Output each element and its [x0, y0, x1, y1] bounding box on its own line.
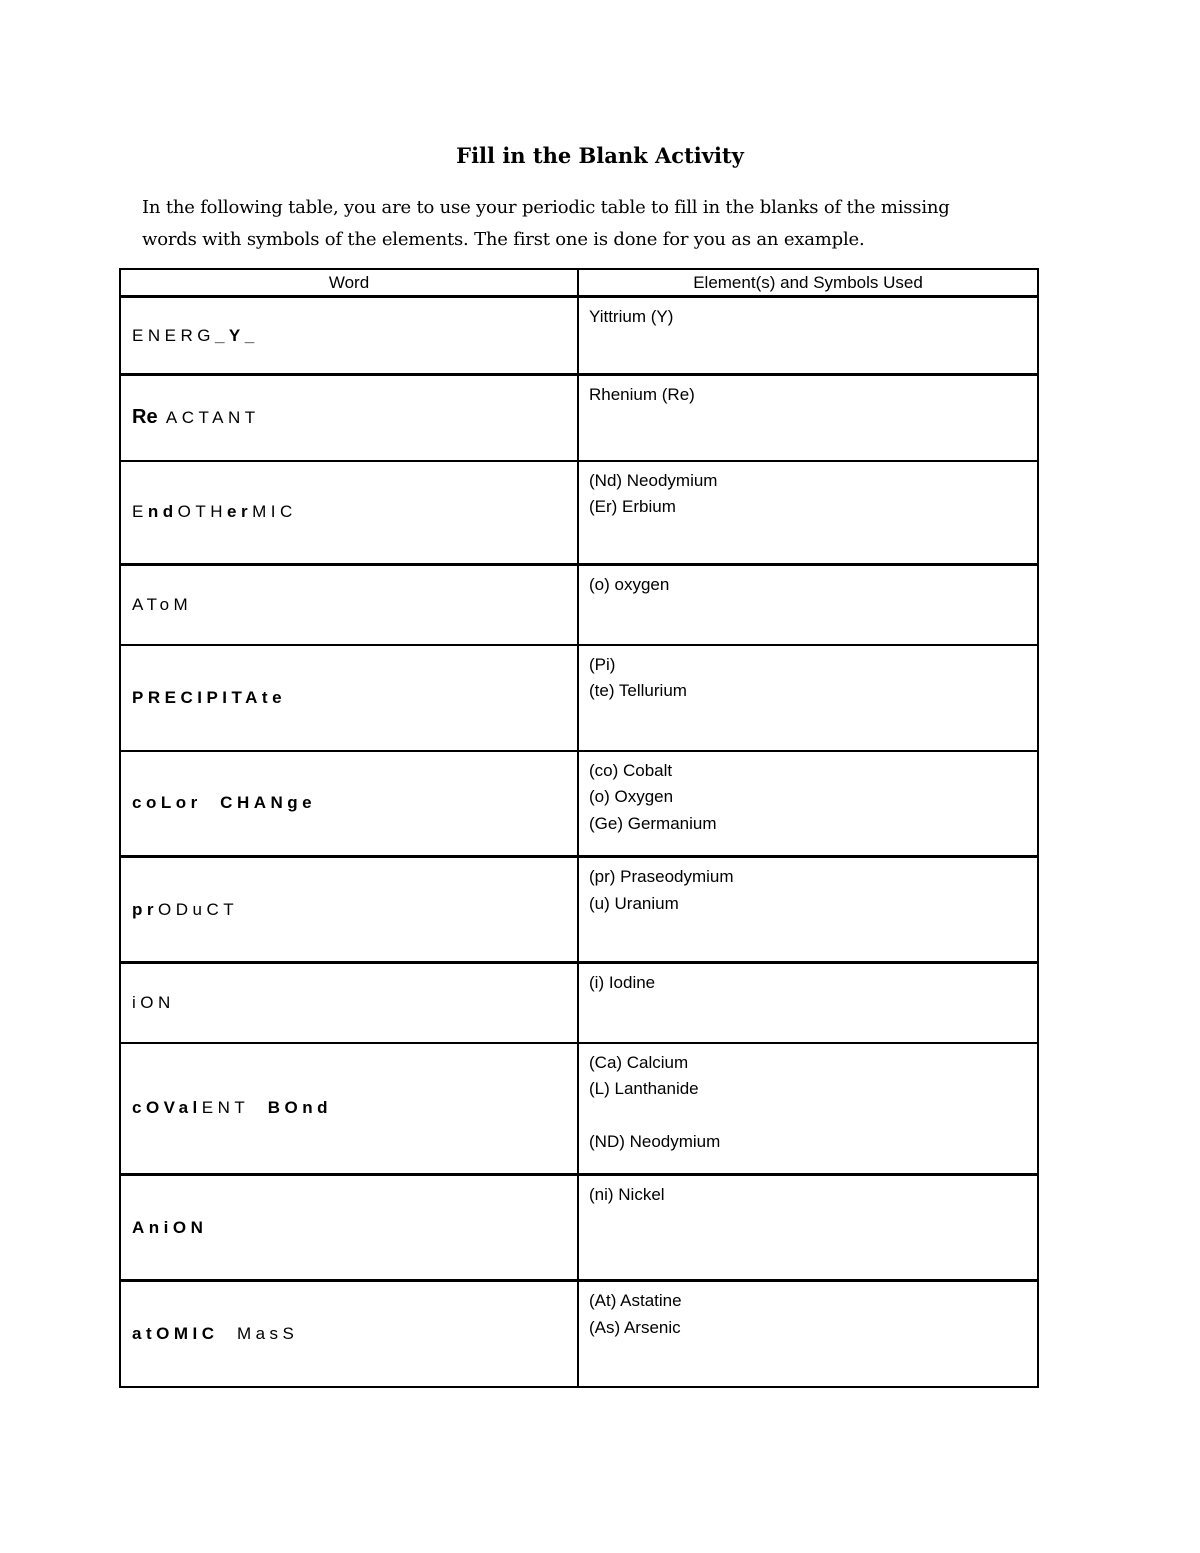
element-entry: (co) Cobalt: [589, 760, 673, 780]
element-entry: (pr) Praseodymium: [589, 867, 734, 886]
element-entry: (o) Oxygen: [589, 787, 674, 806]
word-segment: MasS: [218, 1323, 299, 1343]
word-segment: _Y_: [214, 325, 259, 345]
element-table: [119, 268, 1039, 1388]
table-header-row: [120, 269, 1038, 297]
word-segment: iON: [132, 992, 175, 1012]
element-entry: (ND) Neodymium: [589, 1132, 721, 1151]
element-entry: (i) Iodine: [589, 973, 656, 992]
word-segment: er: [227, 502, 253, 522]
word-segment: AniON: [132, 1217, 208, 1237]
element-entry: (L) Lanthanide: [589, 1079, 699, 1098]
column-header-elements: Element(s) and Symbols Used: [578, 269, 1038, 297]
word-segment: PRECIPITA: [132, 687, 262, 707]
page-title: Fill in the Blank Activity: [456, 143, 744, 168]
element-entry: (Pi): [589, 654, 616, 674]
instructions-line: In the following table, you are to use your periodic table to fill in the blanks of the missing: [142, 197, 950, 218]
elements-cell: [578, 645, 1038, 751]
word-cell: [120, 963, 578, 1043]
table-row: [120, 297, 1038, 375]
element-entry: (u) Uranium: [589, 893, 679, 913]
table-row: [120, 963, 1038, 1043]
word-segment: Re: [132, 406, 158, 429]
table-row: [120, 461, 1038, 565]
word-cell: [120, 565, 578, 645]
elements-cell: [578, 461, 1038, 565]
element-entry: (o) oxygen: [589, 575, 670, 594]
table-row: [120, 375, 1038, 461]
word-segment: atOMIC: [132, 1323, 219, 1343]
word-segment: ACTANT: [157, 408, 260, 428]
elements-cell: [578, 297, 1038, 375]
word-cell: [120, 1281, 578, 1387]
elements-cell: [578, 1175, 1038, 1281]
element-entry: [589, 1103, 1037, 1130]
elements-cell: [578, 565, 1038, 645]
table-row: [120, 1043, 1038, 1175]
elements-cell: [578, 1281, 1038, 1387]
word-segment: BOnd: [249, 1098, 332, 1118]
word-cell: [120, 375, 578, 461]
word-segment: o: [159, 594, 174, 614]
word-cell: [120, 857, 578, 963]
word-cell: [120, 297, 578, 375]
word-segment: ENERG: [132, 325, 215, 345]
word-cell: [120, 461, 578, 565]
word-segment: coLor CHANge: [132, 793, 317, 813]
element-entry: (Er) Erbium: [589, 497, 676, 516]
word-segment: cOVal: [132, 1098, 202, 1118]
element-entry: Yittrium (Y): [589, 307, 674, 326]
element-entry: (As) Arsenic: [589, 1317, 681, 1337]
element-entry: (Ge) Germanium: [589, 813, 717, 833]
table-row: [120, 1175, 1038, 1281]
word-segment: AT: [132, 594, 160, 614]
word-segment: MIC: [252, 502, 297, 522]
word-segment: OTH: [177, 502, 228, 522]
element-entry: (Ca) Calcium: [589, 1052, 689, 1072]
word-segment: te: [261, 687, 287, 707]
word-segment: ENT: [201, 1098, 250, 1118]
word-segment: nd: [147, 502, 178, 522]
word-segment: pr: [132, 899, 158, 919]
element-entry: (At) Astatine: [589, 1291, 682, 1310]
table-row: [120, 857, 1038, 963]
column-header-word: Word: [120, 269, 578, 297]
word-segment: M: [173, 594, 193, 614]
instructions: [142, 192, 1042, 256]
elements-cell: [578, 963, 1038, 1043]
table-row: [120, 645, 1038, 751]
word-segment: E: [132, 502, 148, 522]
elements-cell: [578, 751, 1038, 857]
word-cell: [120, 751, 578, 857]
word-cell: [120, 1043, 578, 1175]
instructions-line: words with symbols of the elements. The first one is done for you as an example.: [142, 229, 865, 250]
elements-cell: [578, 375, 1038, 461]
word-cell: [120, 1175, 578, 1281]
table-row: [120, 751, 1038, 857]
elements-cell: [578, 1043, 1038, 1175]
element-entry: (ni) Nickel: [589, 1185, 665, 1204]
element-entry: Rhenium (Re): [589, 385, 695, 404]
elements-cell: [578, 857, 1038, 963]
table-row: [120, 565, 1038, 645]
table-row: [120, 1281, 1038, 1387]
word-segment: ODuCT: [158, 899, 239, 919]
element-entry: (Nd) Neodymium: [589, 470, 718, 490]
element-entry: (te) Tellurium: [589, 681, 687, 700]
word-cell: [120, 645, 578, 751]
